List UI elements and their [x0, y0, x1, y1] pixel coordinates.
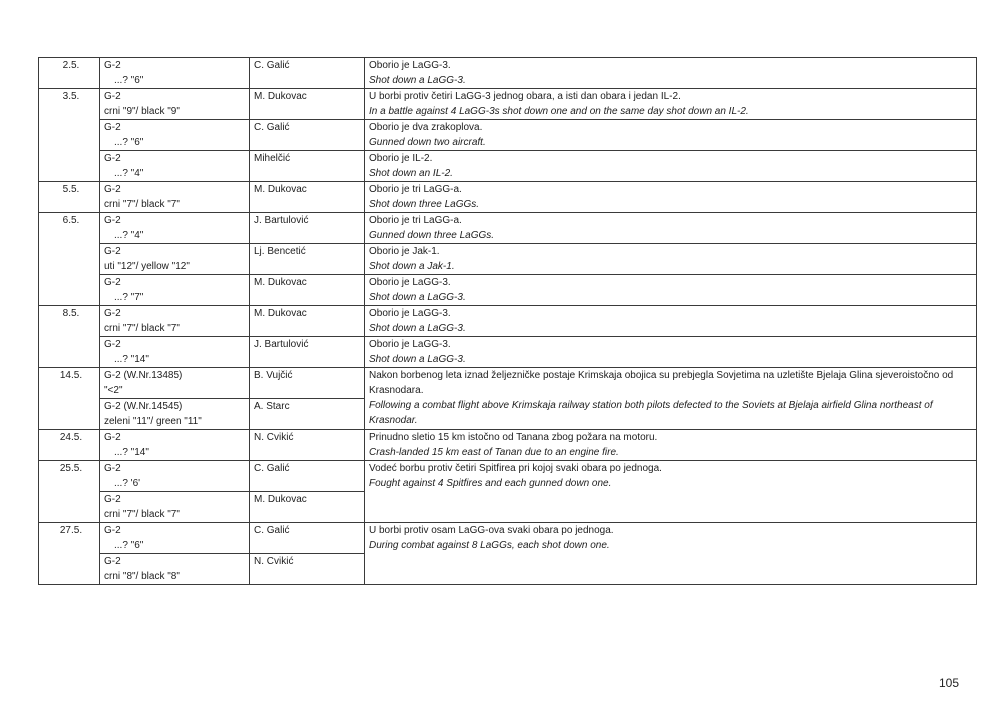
description-cell: Oborio je dva zrakoplova. Gunned down two aircraft. [365, 120, 977, 151]
aircraft-cell: G-2 ...? "7" [100, 275, 250, 306]
table-row [39, 306, 977, 337]
pilot-cell: C. Galić [250, 523, 365, 554]
date-cell: 2.5. [39, 58, 100, 89]
pilot-cell: J. Bartulović [250, 213, 365, 244]
table-row [39, 337, 977, 368]
table-row [39, 213, 977, 244]
date-cell: 14.5. [39, 368, 100, 430]
pilot-cell: M. Dukovac [250, 89, 365, 120]
table-row [39, 120, 977, 151]
description-cell: Oborio je IL-2. Shot down an IL-2. [365, 151, 977, 182]
aircraft-cell: G-2 (W.Nr.13485) "<2" [100, 368, 250, 399]
description-cell: Oborio je LaGG-3. Shot down a LaGG-3. [365, 58, 977, 89]
date-cell: 25.5. [39, 461, 100, 523]
aircraft-cell: G-2 ...? "14" [100, 337, 250, 368]
date-cell: 3.5. [39, 89, 100, 182]
pilot-cell: Lj. Bencetić [250, 244, 365, 275]
date-cell: 27.5. [39, 523, 100, 585]
description-cell: Oborio je LaGG-3. Shot down a LaGG-3. [365, 306, 977, 337]
table-row [39, 461, 977, 492]
table-row [39, 523, 977, 554]
aircraft-cell: G-2 crni "7"/ black "7" [100, 306, 250, 337]
pilot-cell: A. Starc [250, 399, 365, 430]
pilot-cell: J. Bartulović [250, 337, 365, 368]
description-cell: Oborio je LaGG-3. Shot down a LaGG-3. [365, 337, 977, 368]
victory-log-table [38, 57, 977, 585]
description-cell: Oborio je LaGG-3. Shot down a LaGG-3. [365, 275, 977, 306]
description-cell: Prinudno sletio 15 km istočno od Tanana zbog požara na motoru. Crash-landed 15 km east of Tanan due to an engine fire. [365, 430, 977, 461]
description-cell: U borbi protiv četiri LaGG-3 jednog obara, a isti dan obara i jedan IL-2. In a battle against 4 LaGG-3s shot down one and on the same day shot down an IL-2. [365, 89, 977, 120]
description-cell: Oborio je tri LaGG-a. Gunned down three LaGGs. [365, 213, 977, 244]
aircraft-cell: G-2 ...? "6" [100, 58, 250, 89]
aircraft-cell: G-2 (W.Nr.14545) zeleni "11"/ green "11" [100, 399, 250, 430]
date-cell: 5.5. [39, 182, 100, 213]
description-cell: Oborio je Jak-1. Shot down a Jak-1. [365, 244, 977, 275]
description-cell: Nakon borbenog leta iznad željezničke postaje Krimskaja obojica su prebjegla Sovjetima na uzletište Bjelaja Glina sjeveroistočno od Krasnodara. Following a combat flight above Krimskaja railway station both pilots defected to the Soviets at Bjelaja airfield Glina northeast of Krasnodar. [365, 368, 977, 430]
aircraft-cell: G-2 ...? "6" [100, 120, 250, 151]
pilot-cell: M. Dukovac [250, 306, 365, 337]
pilot-cell: N. Cvikić [250, 554, 365, 585]
aircraft-cell: G-2 ...? "14" [100, 430, 250, 461]
table-row [39, 58, 977, 89]
description-cell: Oborio je tri LaGG-a. Shot down three LaGGs. [365, 182, 977, 213]
pilot-cell: Mihelčić [250, 151, 365, 182]
table-row [39, 368, 977, 399]
aircraft-cell: G-2 ...? "4" [100, 151, 250, 182]
table-row [39, 151, 977, 182]
description-cell: Vodeć borbu protiv četiri Spitfirea pri kojoj svaki obara po jednoga. Fought against 4 Spitfires and each gunned down one. [365, 461, 977, 523]
table-row [39, 430, 977, 461]
pilot-cell: M. Dukovac [250, 492, 365, 523]
table-row [39, 275, 977, 306]
aircraft-cell: G-2 ...? '6' [100, 461, 250, 492]
aircraft-cell: G-2 ...? "6" [100, 523, 250, 554]
pilot-cell: M. Dukovac [250, 182, 365, 213]
aircraft-cell: G-2 crni "9"/ black "9" [100, 89, 250, 120]
pilot-cell: B. Vujčić [250, 368, 365, 399]
table-row [39, 244, 977, 275]
table-row [39, 182, 977, 213]
description-cell: U borbi protiv osam LaGG-ova svaki obara po jednoga. During combat against 8 LaGGs, each shot down one. [365, 523, 977, 585]
date-cell: 6.5. [39, 213, 100, 306]
aircraft-cell: G-2 ...? "4" [100, 213, 250, 244]
aircraft-cell: G-2 crni "7"/ black "7" [100, 492, 250, 523]
pilot-cell: N. Cvikić [250, 430, 365, 461]
aircraft-cell: G-2 uti "12"/ yellow "12" [100, 244, 250, 275]
date-cell: 8.5. [39, 306, 100, 368]
pilot-cell: C. Galić [250, 461, 365, 492]
date-cell: 24.5. [39, 430, 100, 461]
aircraft-cell: G-2 crni "7"/ black "7" [100, 182, 250, 213]
pilot-cell: C. Galić [250, 120, 365, 151]
page-number: 105 [939, 676, 960, 690]
aircraft-cell: G-2 crni "8"/ black "8" [100, 554, 250, 585]
table-row [39, 89, 977, 120]
pilot-cell: C. Galić [250, 58, 365, 89]
pilot-cell: M. Dukovac [250, 275, 365, 306]
